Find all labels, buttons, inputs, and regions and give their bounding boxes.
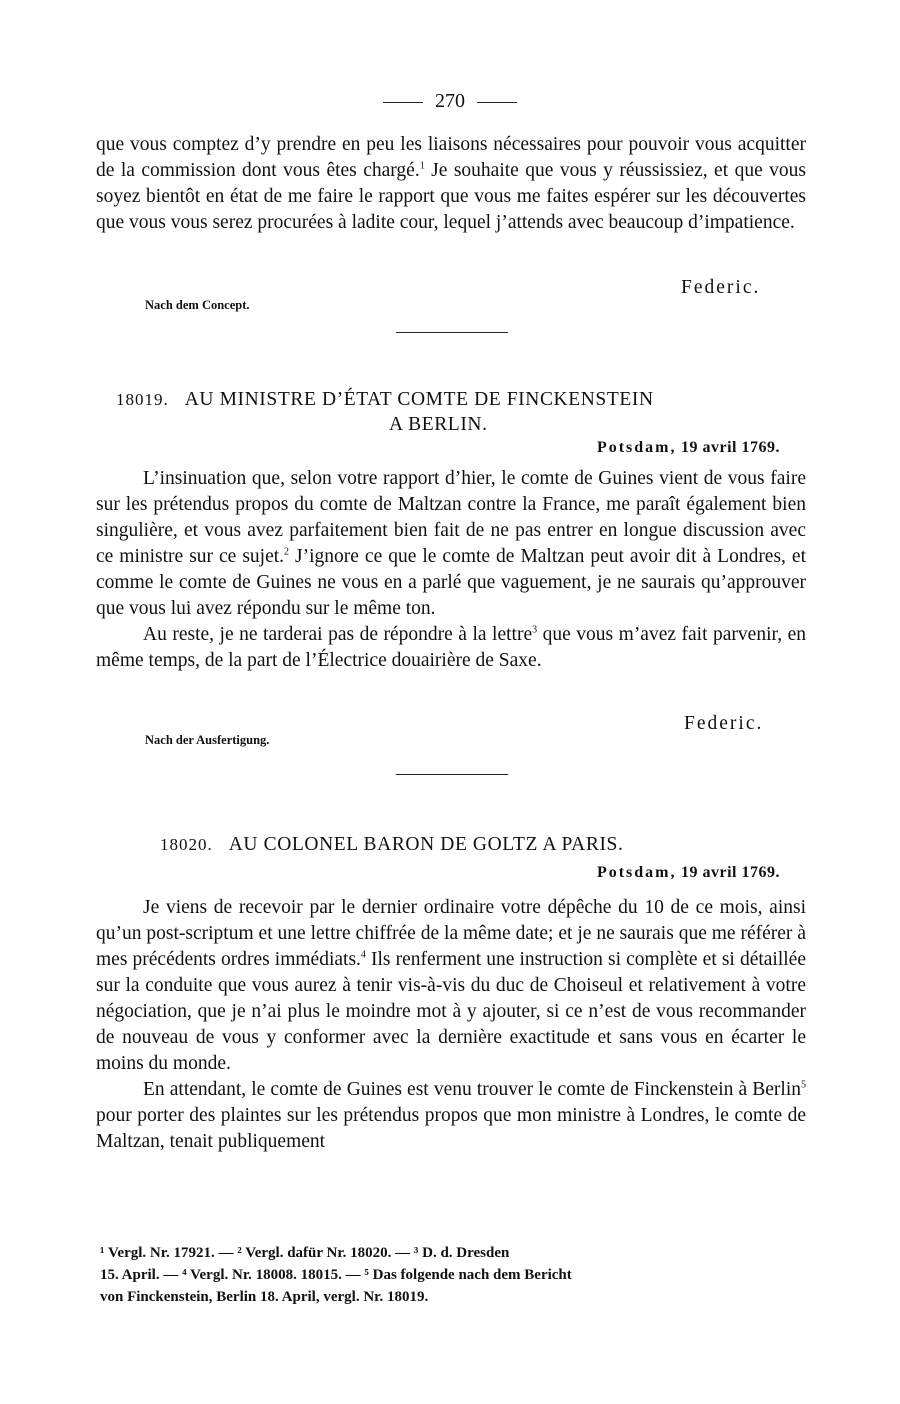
paragraph-text: L’insinuation que, selon votre rapport d’hier, le comte de Guines vient de vous faire sur les prétendus propos du comte de Maltzan contre la France, me paraît également bien singulière, et vous avez parfaitement bien fait de ne pas entrer en longue discussion avec ce ministre sur ce sujet.	[96, 468, 806, 567]
footnote-ref-5: 5	[801, 1079, 806, 1091]
paragraph	[96, 895, 806, 1077]
heading-title: AU MINISTRE D’ÉTAT COMTE DE FINCKENSTEIN	[184, 389, 654, 410]
footnote-line: 15. April. — ⁴ Vergl. Nr. 18008. 18015. — ⁵ Das folgende nach dem Bericht	[100, 1267, 572, 1283]
letter-body	[96, 466, 806, 674]
letter-heading	[116, 389, 654, 411]
paragraph	[96, 132, 806, 236]
running-head	[0, 90, 900, 113]
date: 19 avril 1769.	[681, 864, 780, 881]
letter-number: 18020.	[160, 835, 213, 854]
paragraph	[96, 1077, 806, 1155]
letter-number: 18019.	[116, 390, 169, 409]
footnote-ref-2: 2	[284, 546, 290, 558]
signature: Federic.	[684, 713, 764, 734]
heading-title: AU COLONEL BARON DE GOLTZ A PARIS.	[228, 834, 624, 855]
divider	[396, 332, 508, 333]
divider	[396, 774, 508, 775]
dateline	[597, 864, 780, 882]
previous-letter-text	[96, 132, 806, 236]
paragraph-text: pour porter des plaintes sur les prétendus propos que mon ministre à Londres, le comte de Maltzan, tenait publiquement	[96, 1105, 806, 1152]
paragraph	[96, 466, 806, 622]
dateline	[597, 439, 780, 457]
letter-heading	[160, 834, 623, 856]
paragraph-text: que vous comptez d’y prendre en peu les liaisons nécessaires pour pouvoir vous acquitter de la commission dont vous êtes chargé.	[96, 134, 806, 181]
dash-left	[383, 102, 423, 103]
paragraph-text: Au reste, je ne tarderai pas de répondre à la lettre	[143, 624, 533, 645]
paragraph-text: Je viens de recevoir par le dernier ordinaire votre dépêche du 10 de ce mois, ainsi qu’un post-scriptum et une lettre chiffrée de la même date; et je ne saurais que me référer à mes précédents ordres immédiats.	[96, 897, 806, 970]
dash-right	[477, 102, 517, 103]
date: 19 avril 1769.	[681, 439, 780, 456]
page-number: 270	[435, 90, 465, 112]
paragraph-text: En attendant, le comte de Guines est venu trouver le comte de Finckenstein à Berlin	[143, 1079, 801, 1100]
paragraph-text: que vous m’avez fait parvenir, en même temps, de la part de l’Électrice douairière de Saxe.	[96, 624, 807, 671]
footnote-ref-1: 1	[419, 160, 425, 172]
source-note: Nach dem Concept.	[145, 298, 250, 312]
paragraph-text: J’ignore ce que le comte de Maltzan peut avoir dit à Londres, et comme le comte de Guines ne vous en a parlé que vaguement, je ne saurais qu’approuver que vous lui avez répondu sur le même ton.	[96, 546, 806, 619]
footnote-ref-4: 4	[360, 949, 366, 961]
place: Potsdam,	[596, 864, 677, 881]
place: Potsdam,	[596, 439, 677, 456]
paragraph	[96, 622, 806, 674]
footnote-line: von Finckenstein, Berlin 18. April, vergl. Nr. 18019.	[100, 1289, 429, 1305]
letter-heading-line2: A BERLIN.	[389, 414, 488, 435]
signature: Federic.	[681, 277, 761, 298]
paragraph-text: Ils renferment une instruction si complète et si détaillée sur la conduite que vous aurez à tenir vis-à-vis du duc de Choiseul et relativement à votre négociation, que je n’ai plus le moindre mot à y ajouter, si ce n’est de vous recommander de nouveau de vous y conformer avec la dernière exactitude et sans vous en écarter le moins du monde.	[96, 949, 806, 1074]
source-note: Nach der Ausfertigung.	[145, 733, 270, 747]
footnote-ref-3: 3	[532, 624, 538, 636]
footnote-line: ¹ Vergl. Nr. 17921. — ² Vergl. dafür Nr. 18020. — ³ D. d. Dresden	[100, 1245, 510, 1261]
paragraph-text: Je souhaite que vous y réussissiez, et que vous soyez bientôt en état de me faire le rapport que vous me faites espérer sur les découvertes que vous vous serez procurées à ladite cour, lequel j’attends avec beaucoup d’impatience.	[96, 160, 806, 233]
letter-body	[96, 895, 806, 1155]
footnotes	[100, 1242, 810, 1308]
